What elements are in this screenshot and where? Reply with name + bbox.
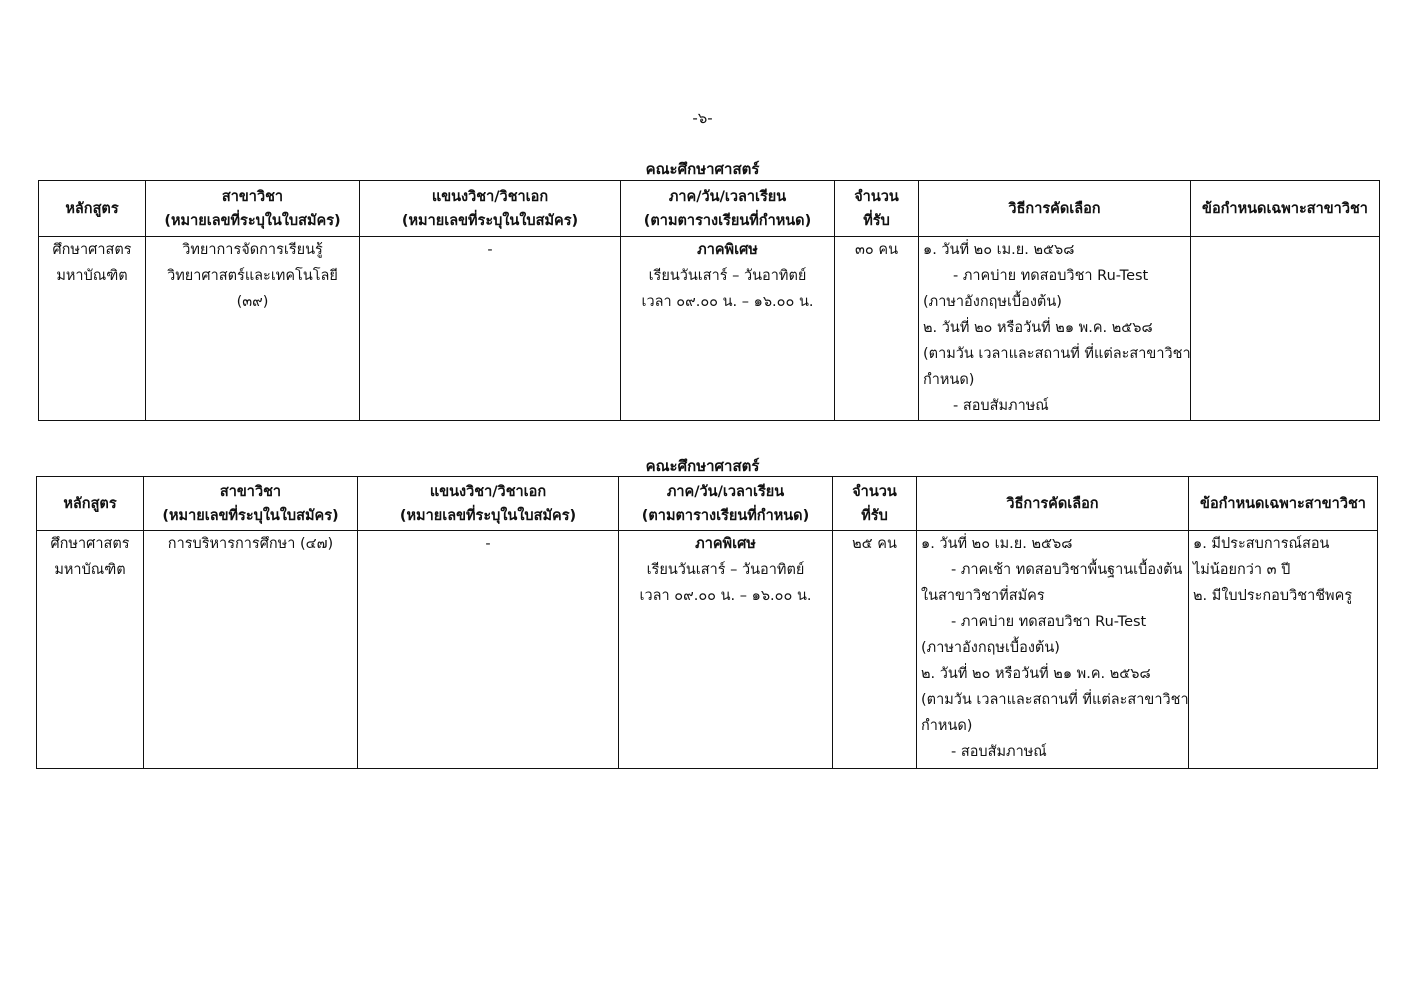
header-schedule: ภาค/วัน/เวลาเรียน (ตามตารางเรียนที่กำหนด) [619, 477, 833, 531]
requirements-cell: ๑. มีประสบการณ์สอน ไม่น้อยกว่า ๓ ปี ๒. มีใบประกอบวิชาชีพครู [1189, 531, 1378, 769]
table-row [39, 237, 1380, 421]
schedule-cell: ภาคพิเศษ เรียนวันเสาร์ – วันอาทิตย์ เวลา ๐๙.๐๐ น. – ๑๖.๐๐ น. [619, 531, 833, 769]
header-count: จำนวน ที่รับ [833, 477, 917, 531]
header-method: วิธีการคัดเลือก [919, 181, 1191, 237]
minor-cell: - [358, 531, 619, 769]
header-requirements: ข้อกำหนดเฉพาะสาขาวิชา [1191, 181, 1380, 237]
header-program: หลักสูตร [39, 181, 146, 237]
header-count: จำนวน ที่รับ [835, 181, 919, 237]
method-cell: ๑. วันที่ ๒๐ เม.ย. ๒๕๖๘ - ภาคเช้า ทดสอบวิชาพื้นฐานเบื้องต้น ในสาขาวิชาที่สมัคร - ภาคบ่าย ทดสอบวิชา Ru-Test (ภาษาอังกฤษเบื้องต้น) ๒. วันที่ ๒๐ หรือวันที่ ๒๑ พ.ค. ๒๕๖๘ (ตามวัน เวลาและสถานที่ ที่แต่ละสาขาวิชา กำหนด) - สอบสัมภาษณ์ [917, 531, 1189, 769]
header-row [37, 477, 1378, 531]
page-number: -๖- [692, 109, 713, 127]
header-requirements: ข้อกำหนดเฉพาะสาขาวิชา [1189, 477, 1378, 531]
method-cell: ๑. วันที่ ๒๐ เม.ย. ๒๕๖๘ - ภาคบ่าย ทดสอบวิชา Ru-Test (ภาษาอังกฤษเบื้องต้น) ๒. วันที่ ๒๐ หรือวันที่ ๒๑ พ.ค. ๒๕๖๘ (ตามวัน เวลาและสถานที่ ที่แต่ละสาขาวิชา กำหนด) - สอบสัมภาษณ์ [919, 237, 1191, 421]
section-title: คณะศึกษาศาสตร์ [645, 457, 760, 475]
count-cell: ๓๐ คน [835, 237, 919, 421]
program-cell: ศึกษาศาสตร มหาบัณฑิต [37, 531, 144, 769]
schedule-cell: ภาคพิเศษ เรียนวันเสาร์ – วันอาทิตย์ เวลา ๐๙.๐๐ น. – ๑๖.๐๐ น. [621, 237, 835, 421]
minor-cell: - [360, 237, 621, 421]
header-row [39, 181, 1380, 237]
section-title: คณะศึกษาศาสตร์ [645, 160, 760, 178]
header-minor: แขนงวิชา/วิชาเอก (หมายเลขที่ระบุในใบสมัคร) [358, 477, 619, 531]
requirements-cell [1191, 237, 1380, 421]
program-cell: ศึกษาศาสตร มหาบัณฑิต [39, 237, 146, 421]
header-major: สาขาวิชา (หมายเลขที่ระบุในใบสมัคร) [146, 181, 360, 237]
selection-table [36, 476, 1378, 769]
header-method: วิธีการคัดเลือก [917, 477, 1189, 531]
count-cell: ๒๕ คน [833, 531, 917, 769]
header-major: สาขาวิชา (หมายเลขที่ระบุในใบสมัคร) [144, 477, 358, 531]
header-schedule: ภาค/วัน/เวลาเรียน (ตามตารางเรียนที่กำหนด) [621, 181, 835, 237]
header-minor: แขนงวิชา/วิชาเอก (หมายเลขที่ระบุในใบสมัคร) [360, 181, 621, 237]
selection-table [38, 180, 1380, 421]
major-cell: การบริหารการศึกษา (๔๗) [144, 531, 358, 769]
header-program: หลักสูตร [37, 477, 144, 531]
table-row [37, 531, 1378, 769]
major-cell: วิทยาการจัดการเรียนรู้ วิทยาศาสตร์และเทคโนโลยี (๓๙) [146, 237, 360, 421]
